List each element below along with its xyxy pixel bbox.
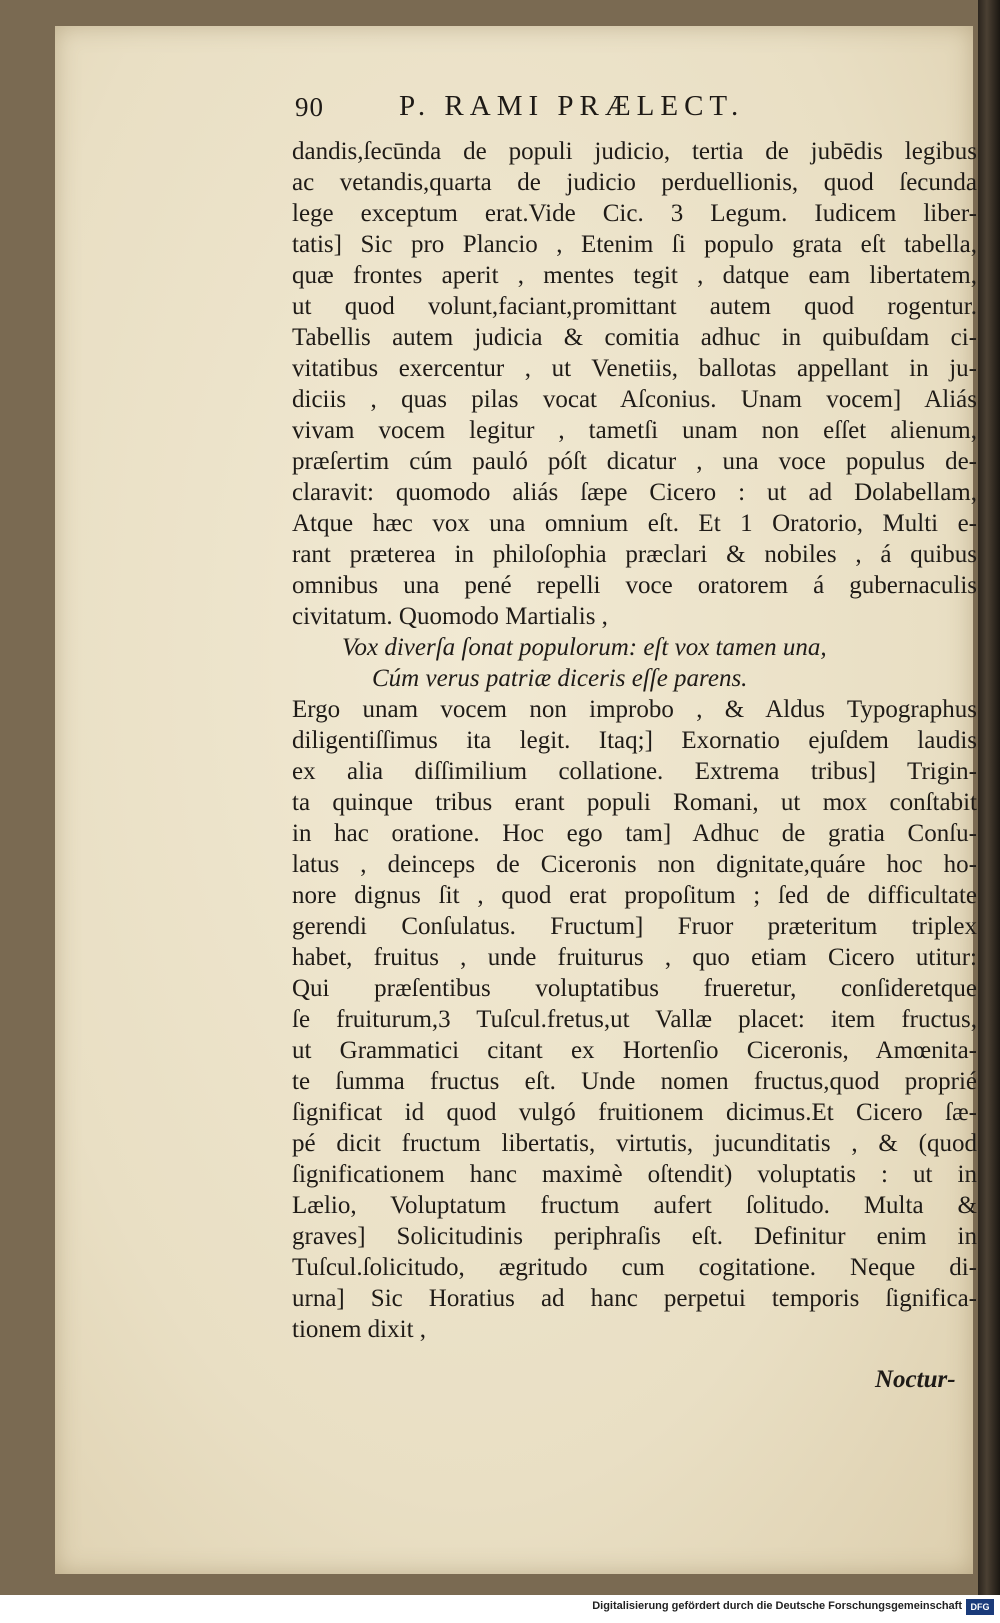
- text-line: urna] Sic Horatius ad hanc perpetui temporis ſignifica-: [292, 1285, 977, 1312]
- book-spine: [978, 0, 1000, 1595]
- body-text: [292, 136, 977, 1345]
- text-line: Tuſcul.ſolicitudo, ægritudo cum cogitatione. Neque di-: [292, 1254, 977, 1281]
- verse-line: Cúm verus patriæ diceris eſſe parens.: [372, 665, 748, 692]
- text-line: civitatum. Quomodo Martialis ,: [292, 603, 608, 630]
- text-line: habet, fruitus , unde fruiturus , quo etiam Cicero utitur:: [292, 944, 977, 971]
- dfg-logo: DFG: [966, 1599, 994, 1615]
- text-line: Qui præſentibus voluptatibus frueretur, conſideretque: [292, 975, 977, 1002]
- text-line: dandis,ſecūnda de populi judicio, tertia de jubēdis legibus: [292, 138, 977, 165]
- text-line: ut Grammatici citant ex Hortenſio Ciceronis, Amœnita-: [292, 1037, 977, 1064]
- text-line: tionem dixit ,: [292, 1316, 427, 1343]
- text-line: Lælio, Voluptatum fructum aufert ſolitudo. Multa &: [292, 1192, 977, 1219]
- text-line: vivam vocem legitur , tametſi unam non eſſet alienum,: [292, 417, 977, 444]
- text-line: ſignificationem hanc maximè oſtendit) voluptatis : ut in: [292, 1161, 977, 1188]
- text-line: diciis , quas pilas vocat Aſconius. Unam vocem] Aliás: [292, 386, 977, 413]
- text-line: in hac oratione. Hoc ego tam] Adhuc de gratia Conſu-: [292, 820, 977, 847]
- text-line: pé dicit fructum libertatis, virtutis, jucunditatis , & (quod: [292, 1130, 977, 1157]
- text-line: quæ frontes aperit , mentes tegit , datque eam libertatem,: [292, 262, 977, 289]
- text-line: rant præterea in philoſophia præclari & nobiles , á quibus: [292, 541, 977, 568]
- text-line: lege exceptum erat.Vide Cic. 3 Legum. Iudicem liber-: [292, 200, 977, 227]
- text-line: Atque hæc vox una omnium eſt. Et 1 Oratorio, Multi e-: [292, 510, 977, 537]
- text-line: nore dignus ſit , quod erat propoſitum ; ſed de difficultate: [292, 882, 977, 909]
- verse-line: Vox diverſa ſonat populorum: eſt vox tamen una,: [342, 634, 827, 661]
- catchword: Noctur-: [875, 1366, 956, 1393]
- text-line: te ſumma fructus eſt. Unde nomen fructus,quod proprié: [292, 1068, 977, 1095]
- text-line: latus , deinceps de Ciceronis non dignitate,quáre hoc ho-: [292, 851, 977, 878]
- text-line: ſignificat id quod vulgó fruitionem dicimus.Et Cicero ſæ-: [292, 1099, 977, 1126]
- text-line: ut quod volunt,faciant,promittant autem quod rogentur.: [292, 293, 977, 320]
- text-line: ta quinque tribus erant populi Romani, ut mox conſtabit: [292, 789, 977, 816]
- text-line: ex alia diſſimilium collatione. Extrema tribus] Trigin-: [292, 758, 977, 785]
- page-footer: [0, 1595, 1000, 1623]
- text-line: graves] Solicitudinis periphraſis eſt. Definitur enim in: [292, 1223, 977, 1250]
- text-line: vitatibus exercentur , ut Venetiis, ballotas appellant in ju-: [292, 355, 977, 382]
- running-title: P. RAMI PRÆLECT.: [399, 90, 745, 122]
- text-line: claravit: quomodo aliás ſæpe Cicero : ut ad Dolabellam,: [292, 479, 977, 506]
- text-line: gerendi Conſulatus. Fructum] Fruor præteritum triplex: [292, 913, 977, 940]
- text-line: ac vetandis,quarta de judicio perduellionis, quod ſecunda: [292, 169, 977, 196]
- text-line: ſe fruiturum,3 Tuſcul.fretus,ut Vallæ placet: item fructus,: [292, 1006, 977, 1033]
- text-line: tatis] Sic pro Plancio , Etenim ſi populo grata eſt tabella,: [292, 231, 977, 258]
- text-line: præſertim cúm pauló póſt dicatur , una voce populus de-: [292, 448, 977, 475]
- text-line: Ergo unam vocem non improbo , & Aldus Typographus: [292, 696, 977, 723]
- page-number: 90: [295, 92, 324, 122]
- funding-credit: Digitalisierung gefördert durch die Deutsche Forschungsgemeinschaft: [592, 1600, 962, 1612]
- page-header: [295, 88, 855, 134]
- text-line: diligentiſſimus ita legit. Itaq;] Exornatio ejuſdem laudis: [292, 727, 977, 754]
- text-line: Tabellis autem judicia & comitia adhuc in quibuſdam ci-: [292, 324, 977, 351]
- text-line: omnibus una pené repelli voce oratorem á gubernaculis: [292, 572, 977, 599]
